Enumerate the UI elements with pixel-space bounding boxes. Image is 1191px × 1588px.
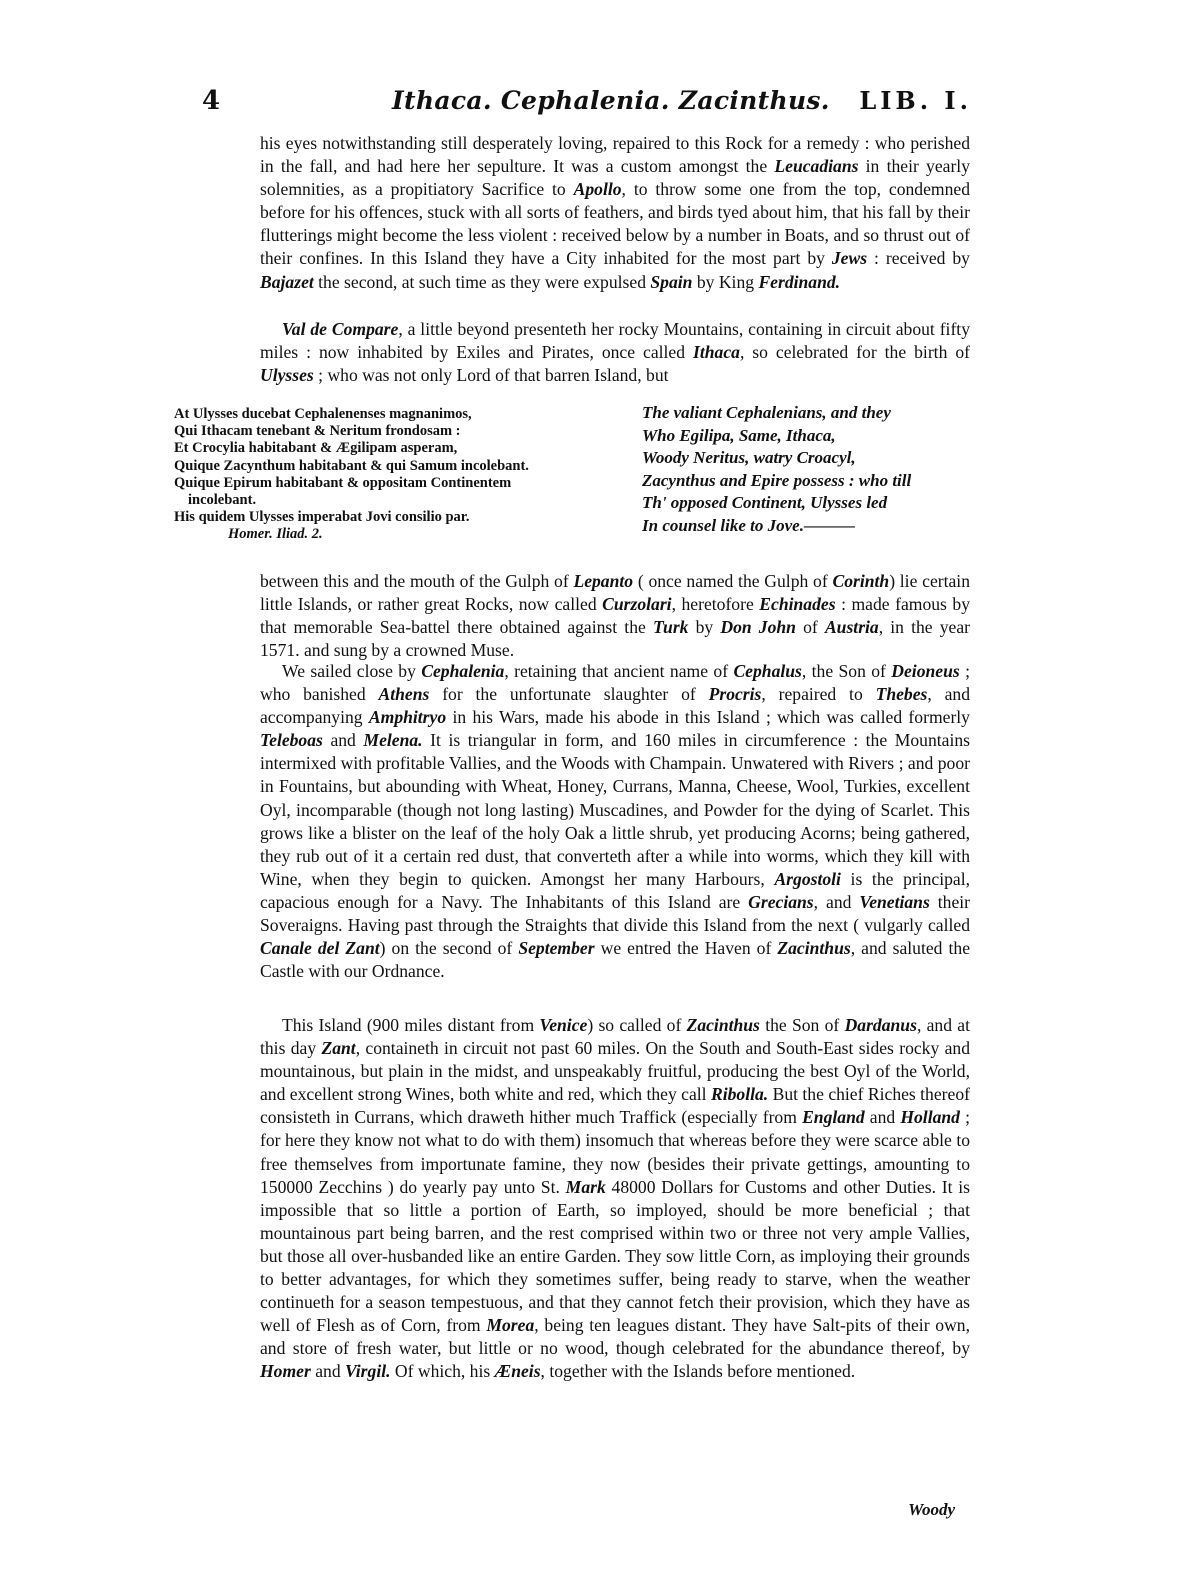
italic-run: Austria	[824, 617, 879, 638]
italic-run: Teleboas	[260, 730, 323, 751]
italic-run: Jews	[831, 248, 868, 269]
text-run: and	[864, 1107, 901, 1128]
text-run: his eyes notwithstanding still desperately loving, repaired to this Rock for a remedy : who perished in the fall, and had here her sepulture. It was a custom amongst the	[260, 133, 970, 177]
text-run: 48000 Dollars for Customs and other Duties. It is impossible that so little a portion of Earth, so imployed, should be more beneficial ; that mountainous part being barren, and the rest comprised within two or three not very ample Vallies, but those all over-husbanded like an entire Garden. They sow little Corn, as imploying their grounds to better advantages, for which they sometimes suffer, being ready to starve, when the weather continueth for a season tempestuous, and that they cannot fetch their provision, which they have as well of Flesh as of Corn, from	[260, 1176, 971, 1336]
italic-run: Ulysses	[260, 365, 314, 386]
italic-run: Dardanus	[844, 1015, 917, 1035]
text-run: , and	[813, 891, 860, 912]
italic-run: Procris	[708, 684, 762, 705]
italic-run: Deioneus	[891, 661, 960, 681]
text-run: , being ten leagues distant. They have Salt-pits of their own, and store of fresh water, but little or no wood, though celebrated for the abundance thereof, by	[260, 1315, 970, 1359]
text-run: of	[795, 617, 825, 638]
english-verse-line: Zacynthus and Epire possess : who till	[642, 470, 912, 490]
latin-verse-line: Quique Zacynthum habitabant & qui Samum incolebant.	[174, 457, 529, 474]
text-run: ; who banished	[260, 661, 970, 705]
english-verse-line: Who Egilipa, Same, Ithaca,	[642, 425, 836, 445]
italic-run: Argostoli	[774, 868, 841, 889]
italic-run: Athens	[378, 684, 430, 705]
text-run: : received by	[867, 248, 970, 269]
paragraph-zacinthus	[260, 1014, 970, 1384]
latin-verse-line: Et Crocylia habitabant & Ægilipam asperam,	[174, 440, 458, 457]
paragraph-ithaca	[260, 318, 970, 387]
book-label: LIB. I.	[859, 86, 972, 115]
text-run: , heretofore	[671, 594, 760, 615]
text-run: , the Son of	[801, 661, 892, 681]
italic-run: Ribolla.	[710, 1084, 769, 1105]
text-run: ) lie certain little Islands, or rather great Rocks, now called	[260, 571, 970, 615]
text-run: , and accompanying	[260, 684, 971, 728]
text-run: between this and the mouth of the Gulph of	[260, 571, 574, 591]
italic-run: Curzolari	[602, 594, 672, 615]
italic-run: Don John	[720, 617, 796, 638]
italic-run: September	[518, 938, 595, 959]
text-run: and	[310, 1361, 346, 1382]
italic-run: Homer	[260, 1361, 311, 1382]
text-run: , repaired to	[761, 684, 876, 705]
latin-verse-line: Qui Ithacam tenebant & Neritum frondosam :	[174, 423, 461, 440]
text-run: Of which, his	[390, 1361, 495, 1382]
text-run: in their yearly solemnities, as a propitiatory Sacrifice to	[260, 156, 970, 200]
italic-run: Ithaca	[693, 342, 740, 363]
italic-run: Zant	[321, 1038, 356, 1059]
text-run: ; who was not only Lord of that barren Island, but	[313, 365, 669, 386]
text-run: and	[322, 730, 364, 751]
text-run: the second, at such time as they were expulsed	[313, 271, 651, 292]
italic-run: Grecians	[748, 891, 814, 912]
paragraph-cephalenia	[260, 660, 970, 983]
english-verse-block	[642, 402, 962, 537]
latin-verse-line: Quique Epirum habitabant & oppositam Continentem	[174, 474, 512, 491]
italic-run: Amphitryo	[368, 707, 447, 728]
running-title: Ithaca. Cephalenia. Zacinthus.	[392, 86, 830, 115]
text-run: the Son of	[759, 1015, 845, 1035]
text-run: by	[688, 617, 721, 638]
text-run: This Island (900 miles distant from	[282, 1015, 540, 1035]
italic-run: Canale del Zant	[260, 938, 380, 959]
italic-run: Zacinthus	[777, 938, 851, 959]
text-run: , and at this day	[260, 1015, 970, 1059]
italic-run: Apollo	[573, 179, 622, 200]
text-run: their Soveraigns. Having past through the Straights that divide this Island from the next ( vulgarly called	[260, 891, 971, 936]
text-run: It is triangular in form, and 160 miles in circumference : the Mountains intermixed with profitable Vallies, and the Woods with Champain. Unwatered with Rivers ; and poor in Fountains, but abounding with Wheat, Honey, Currans, Manna, Cheese, Wool, Turkies, excellent Oyl, incomparable (though not long lasting) Muscadines, and Powder for the dying of Scarlet. This grows like a blister on the leaf of the holy Oak a little shrub, yet producing Acorns; being gathered, they rub out of it a certain red dust, that converteth after a while into worms, which they kill with Wine, when they begin to quicken. Amongst her many Harbours,	[260, 730, 970, 889]
text-run: ) so called of	[587, 1015, 687, 1035]
text-run: , together with the Islands before mentioned.	[540, 1361, 856, 1382]
text-run: for the unfortunate slaughter of	[429, 684, 709, 705]
italic-run: Bajazet	[260, 271, 314, 292]
text-run: , in the year 1571. and sung by a crowned Muse.	[260, 617, 971, 661]
text-run: We sailed close by	[282, 661, 422, 681]
paragraph-curzolari	[260, 570, 970, 662]
latin-verse-block	[174, 406, 614, 544]
text-run: , a little beyond presenteth her rocky Mountains, containing in circuit about fifty miles : now inhabited by Exiles and Pirates, once called	[260, 319, 970, 363]
italic-run: Melena.	[363, 730, 423, 751]
english-verse-line: In counsel like to Jove.———	[642, 515, 855, 535]
text-run: , and saluted the Castle with our Ordnance.	[260, 938, 971, 982]
page-number: 4	[202, 86, 221, 116]
italic-run: Zacinthus	[686, 1015, 760, 1035]
text-run: ) on the second of	[379, 938, 519, 959]
verse-source-citation: Homer. Iliad. 2.	[228, 526, 323, 543]
italic-run: Mark	[565, 1176, 606, 1197]
italic-run: Holland	[900, 1107, 960, 1128]
text-run: , containeth in circuit not past 60 miles. On the South and South-East sides rocky and mountainous, but plain in the midst, and unspeakably fruitful, producing the best Oyl of the World, and excellent strong Wines, both white and red, which they call	[260, 1038, 970, 1105]
italic-run: Lepanto	[573, 571, 634, 591]
paragraph-leucadia	[260, 132, 970, 294]
italic-run: Venice	[539, 1015, 588, 1035]
text-run: ; for here they know not what to do with them) insomuch that whereas before they were scarce able to free themselves from importunate famine, they now (besides their private gettings, amounting to 150000 Zecchins ) do yearly pay unto St.	[260, 1107, 970, 1197]
italic-run: Virgil.	[345, 1361, 391, 1382]
italic-run: Thebes	[875, 684, 928, 705]
italic-run: Leucadians	[774, 156, 859, 177]
text-run: , retaining that ancient name of	[504, 661, 734, 681]
italic-run: Morea	[486, 1315, 535, 1336]
italic-run: Cephalus	[733, 661, 802, 681]
latin-verse-line: At Ulysses ducebat Cephalenenses magnanimos,	[174, 406, 472, 422]
text-run: ( once named the Gulph of	[633, 571, 833, 591]
text-run: , so celebrated for the birth of	[739, 342, 970, 363]
english-verse-line: Woody Neritus, watry Croacyl,	[642, 448, 856, 467]
catchword: Woody	[908, 1500, 955, 1519]
text-run: by King	[692, 271, 759, 292]
text-run: , to throw some one from the top, condemned before for his offences, stuck with all sorts of feathers, and birds tyed about him, that his fall by their flutterings might become the less violent : received below by a number in Boats, and so thrust out of their confines. In this Island they have a City inhabited for the most part by	[260, 179, 970, 269]
english-verse-line: Th' opposed Continent, Ulysses led	[642, 493, 888, 512]
latin-verse-line: incolebant.	[188, 492, 257, 509]
italic-run: Echinades	[759, 594, 836, 615]
italic-run: Æneis	[494, 1361, 541, 1382]
italic-run: Turk	[652, 617, 689, 638]
running-head	[202, 86, 972, 126]
italic-run: Corinth	[832, 571, 890, 591]
text-run: we entred the Haven of	[594, 938, 778, 959]
latin-verse-line: His quidem Ulysses imperabat Jovi consilio par.	[174, 509, 470, 526]
italic-run: Ferdinand.	[758, 271, 841, 292]
english-verse-line: The valiant Cephalenians, and they	[642, 403, 891, 422]
text-run: is the principal, capacious enough for a Navy. The Inhabitants of this Island are	[260, 868, 971, 912]
text-run: But the chief Riches thereof consisteth in Currans, which draweth hither much Traffick (especially from	[260, 1084, 970, 1128]
italic-run: Cephalenia	[421, 661, 505, 681]
text-run: in his Wars, made his abode in this Island ; which was called formerly	[446, 707, 970, 728]
italic-run: Spain	[650, 271, 693, 292]
italic-run: Venetians	[859, 891, 930, 912]
italic-run: Val de Compare	[282, 319, 399, 339]
italic-run: England	[802, 1107, 865, 1128]
text-run: : made famous by that memorable Sea-battel there obtained against the	[260, 594, 970, 638]
